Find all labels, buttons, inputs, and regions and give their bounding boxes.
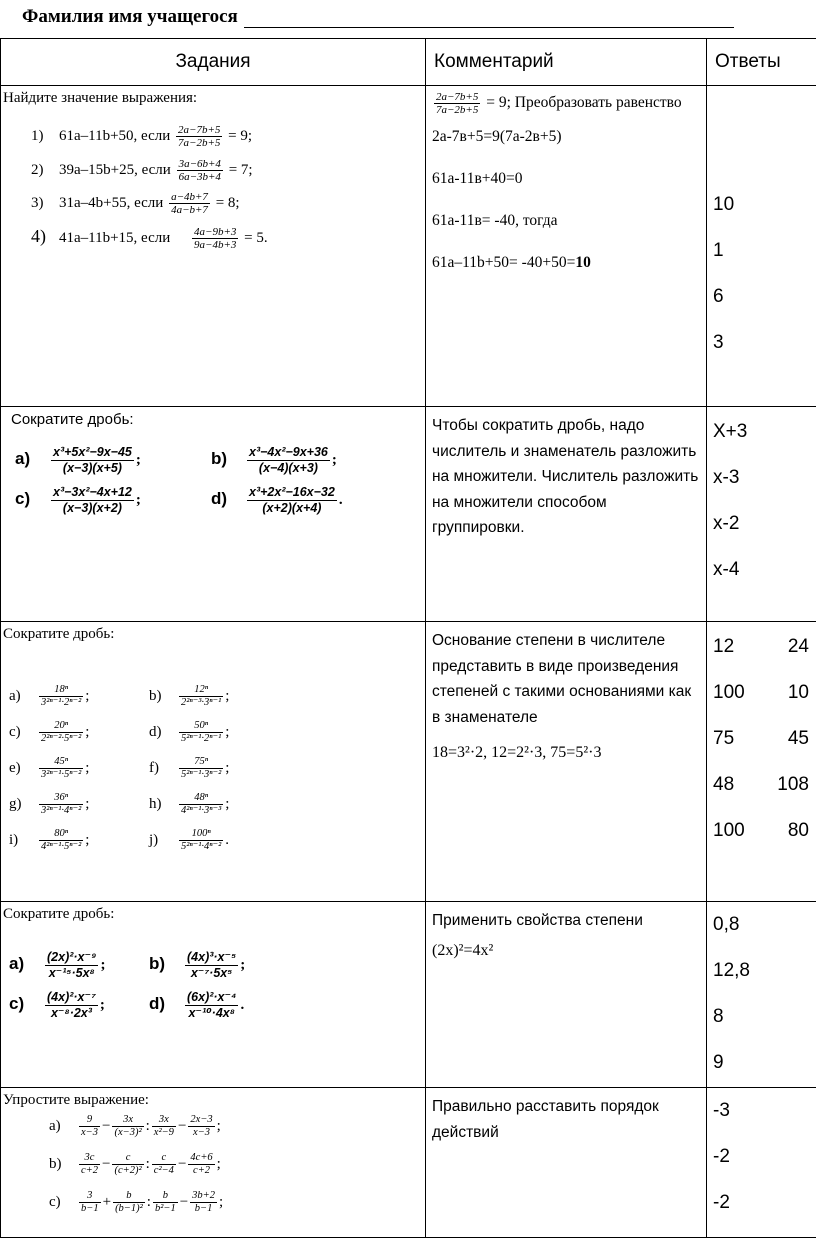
answers-cell <box>707 1088 816 1238</box>
task-item: b) $\frac{\text{12ⁿ}}{\text{2²ⁿ⁻³·3ⁿ⁻¹}}$ ; <box>149 684 229 709</box>
task-item: a) $\frac{\text{x³+5x²−9x−45}}{(x-3)(x+5)}$ ; <box>15 445 141 476</box>
comment-text: Правильно расставить порядок действий <box>426 1088 706 1145</box>
task-title: Упростите выражение: <box>1 1088 425 1109</box>
answer: X+3 <box>713 409 816 455</box>
tasks-table <box>0 38 816 1238</box>
comment-text: = 9; Преобразовать равенство <box>486 94 681 111</box>
task-item: c) $\frac{\text{x³−3x²−4x+12}}{(x-3)(x+2)}$ ; <box>15 485 141 516</box>
answers-cell <box>707 86 816 407</box>
task-item: 3) 31a–4b+55, если $\frac{a-4b+7}{4a-b+7}$ = 8; <box>31 191 240 216</box>
answer: x-4 <box>713 547 816 593</box>
answer: 12,8 <box>713 948 816 994</box>
student-name-label: Фамилия имя учащегося <box>22 6 238 27</box>
answer: 6 <box>713 274 816 320</box>
table-row <box>1 622 816 902</box>
answer: 0,8 <box>713 902 816 948</box>
answer-pair: 100 10 <box>713 670 809 716</box>
comment-line: 2а-7в+5=9(7а-2в+5) <box>432 116 702 158</box>
task-item: e) $\frac{\text{45ⁿ}}{\text{3²ⁿ⁻¹·5ⁿ⁻²}}$ ; <box>9 756 89 781</box>
task-title: Сократите дробь: <box>1 622 425 643</box>
task-item: b) $\frac{3c}{c+2}$ − $\frac{c}{\text{(c+2)²}}$ : $\frac{c}{\text{c²−4}}$ − $\frac{4c+6}{c+2}$ ; <box>49 1152 221 1177</box>
comment-example: 18=3²·2, 12=2²·3, 75=5²·3 <box>426 730 706 766</box>
task-item: 2) 39a–15b+25, если $\frac{3a-6b+4}{6a-3b+4}$ = 7; <box>31 158 253 183</box>
comment-example: (2x)²=4x² <box>426 934 706 964</box>
answer: 10 <box>713 182 816 228</box>
header-comment: Комментарий <box>426 39 707 86</box>
task-item: a) $\frac{9}{x-3}$ − $\frac{3x}{\text{(x−3)²}}$ : $\frac{3x}{\text{x²−9}}$ − $\frac{2x-3}{x-3}$ ; <box>49 1114 221 1139</box>
answer: -2 <box>713 1134 816 1180</box>
task-title: Найдите значение выражения: <box>1 86 425 107</box>
task-item: c) $\frac{3}{b-1}$ + $\frac{b}{\text{(b−1)²}}$ : $\frac{b}{\text{b²−1}}$ − $\frac{3b+2}{b-1}$ ; <box>49 1190 223 1215</box>
task-item: a) $\frac{\text{(2x)²·x⁻⁹}}{\text{x⁻¹⁵·5x⁸}}$ ; <box>9 950 105 981</box>
task-item: i) $\frac{\text{80ⁿ}}{\text{4²ⁿ⁻¹·5ⁿ⁻²}}$ ; <box>9 828 89 853</box>
task-item: d) $\frac{\text{50ⁿ}}{\text{5²ⁿ⁻¹·2ⁿ⁻¹}}$ ; <box>149 720 229 745</box>
task-item: c) $\frac{\text{20ⁿ}}{\text{2²ⁿ⁻²·5ⁿ⁻²}}$ ; <box>9 720 89 745</box>
comment-cell <box>426 407 707 622</box>
comment-cell <box>426 622 707 902</box>
header-answers: Ответы <box>707 39 816 86</box>
table-header-row <box>1 39 816 86</box>
table-row <box>1 407 816 622</box>
answer-pair: 75 45 <box>713 716 809 762</box>
table-row <box>1 86 816 407</box>
answer: x-2 <box>713 501 816 547</box>
comment-line: 61а-11в= -40, тогда <box>432 200 702 242</box>
header-tasks: Задания <box>1 39 426 86</box>
task-cell <box>1 407 426 622</box>
task-cell <box>1 622 426 902</box>
task-item: d) $\frac{\text{(6x)²·x⁻⁴}}{\text{x⁻¹⁰·4x⁸}}$ . <box>149 990 244 1021</box>
task-title: Сократите дробь: <box>1 407 425 428</box>
task-item: g) $\frac{\text{36ⁿ}}{\text{3²ⁿ⁻¹·4ⁿ⁻²}}$ ; <box>9 792 89 817</box>
name-blank-line[interactable] <box>244 10 734 28</box>
comment-cell: $\frac{2a-7b+5}{7a-2b+5}$ = 9; Преобразовать равенство 2а-7в+5=9(7а-2в+5) 61а-11в+40=0 61а-11в= -40, тогда 61a–11b+50= -40+50=10 <box>426 86 707 407</box>
comment-line: 61а-11в+40=0 <box>432 158 702 200</box>
student-name-line <box>22 6 734 28</box>
answers-cell <box>707 407 816 622</box>
answer: x-3 <box>713 455 816 501</box>
comment-cell <box>426 902 707 1088</box>
task-item: a) $\frac{\text{18ⁿ}}{\text{3²ⁿ⁻¹·2ⁿ⁻²}}$ ; <box>9 684 89 709</box>
task-item: 4) 41a–11b+15, если $\frac{4a-9b+3}{9a-4b+3}$ = 5. <box>31 226 268 251</box>
comment-text: Применить свойства степени <box>426 902 706 934</box>
comment-text: Основание степени в числителе представить в виде произведения степеней с такими основаниями как в знаменателе <box>426 622 706 730</box>
answer-pair: 100 80 <box>713 808 809 854</box>
task-item: 1) 61a–11b+50, если $\frac{2a-7b+5}{7a-2b+5}$ = 9; <box>31 124 252 149</box>
table-row <box>1 1088 816 1238</box>
task-item: j) $\frac{\text{100ⁿ}}{\text{5²ⁿ⁻¹·4ⁿ⁻²}}$ . <box>149 828 229 853</box>
comment-cell <box>426 1088 707 1238</box>
task-cell <box>1 1088 426 1238</box>
comment-text: Чтобы сократить дробь, надо числитель и знаменатель разложить на множители. Числитель разложить на множители способом группировки. <box>426 407 706 541</box>
task-cell <box>1 902 426 1088</box>
answer: 9 <box>713 1040 816 1086</box>
answer-pair: 48 108 <box>713 762 809 808</box>
task-cell <box>1 86 426 407</box>
answers-cell <box>707 902 816 1088</box>
answer: 8 <box>713 994 816 1040</box>
task-item: d) $\frac{\text{x³+2x²−16x−32}}{(x+2)(x+4)}$ . <box>211 485 343 516</box>
answer: -2 <box>713 1180 816 1226</box>
comment-line: 61a–11b+50= -40+50=10 <box>432 242 702 284</box>
answers-cell <box>707 622 816 902</box>
answer: 1 <box>713 228 816 274</box>
task-item: h) $\frac{\text{48ⁿ}}{\text{4²ⁿ⁻¹·3ⁿ⁻³}}$ ; <box>149 792 229 817</box>
answer: -3 <box>713 1088 816 1134</box>
table-row <box>1 902 816 1088</box>
task-item: b) $\frac{\text{(4x)³·x⁻⁵}}{\text{x⁻⁷·5x⁵}}$ ; <box>149 950 245 981</box>
task-title: Сократите дробь: <box>1 902 425 923</box>
task-item: c) $\frac{\text{(4x)²·x⁻⁷}}{\text{x⁻⁸·2x³}}$ ; <box>9 990 105 1021</box>
answer-pair: 12 24 <box>713 624 809 670</box>
answer: 3 <box>713 320 816 366</box>
task-item: f) $\frac{\text{75ⁿ}}{\text{5²ⁿ⁻¹·3ⁿ⁻²}}$ ; <box>149 756 229 781</box>
task-item: b) $\frac{\text{x³−4x²−9x+36}}{(x-4)(x+3)}$ ; <box>211 445 337 476</box>
